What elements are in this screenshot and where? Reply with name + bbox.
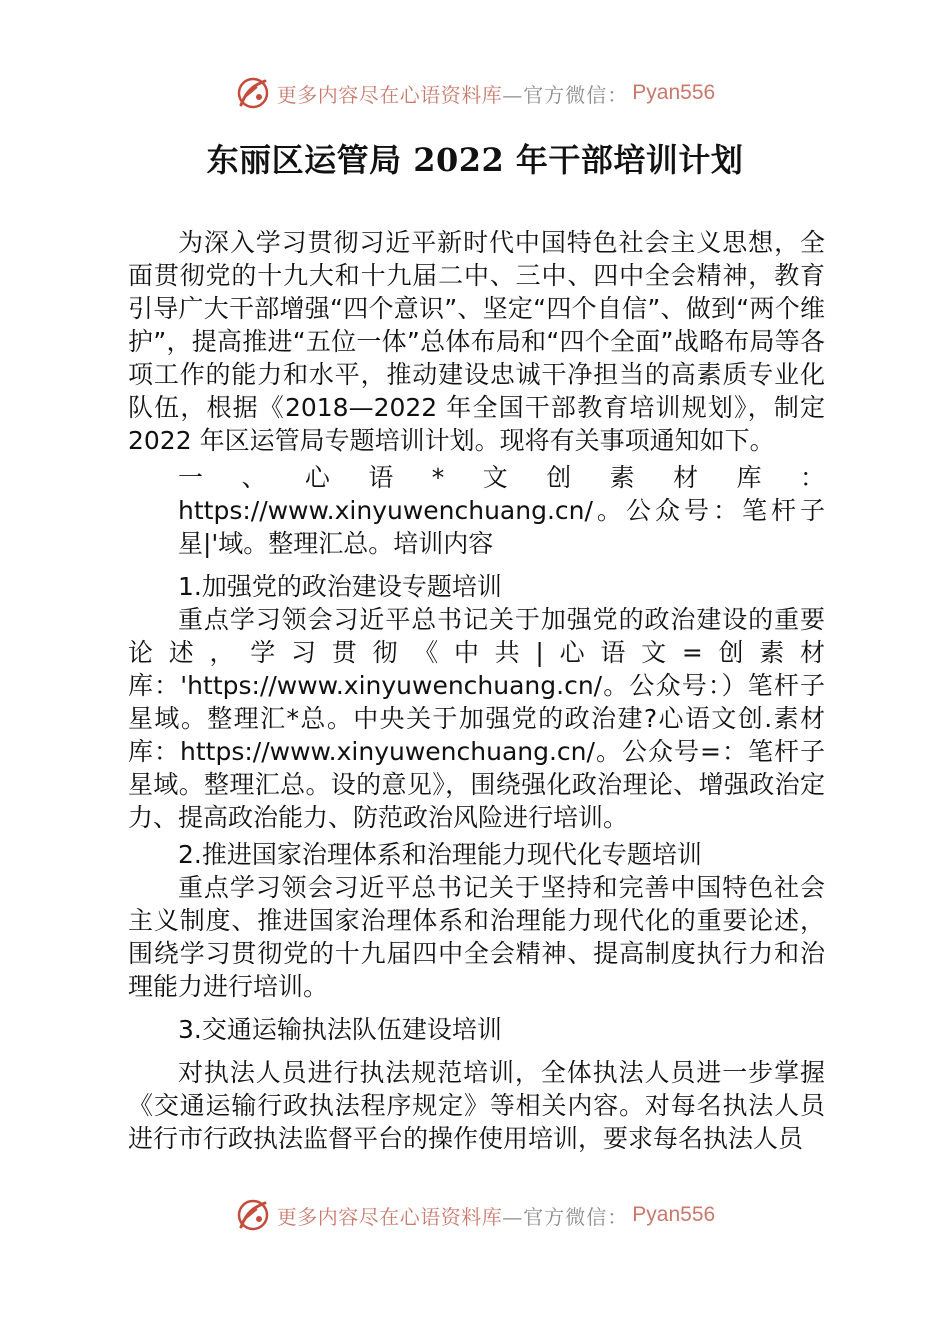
banner-text: 更多内容尽在心语资料库 (276, 82, 503, 107)
section-1-heading: 一、心语*文创素材库：https://www.xinyuwenchuang.cn/。公众号：笔杆子星|'域。整理汇总。培训内容 (178, 463, 825, 558)
item-1-heading: 1.加强党的政治建设专题培训 (178, 572, 502, 601)
brand-logo-icon (235, 1197, 271, 1233)
footer-banner (0, 1195, 950, 1235)
intro-paragraph: 为深入学习贯彻习近平新时代中国特色社会主义思想，全面贯彻党的十九大和十九届二中、三中、四中全会精神，教育引导广大干部增强“四个意识”、坚定“四个自信”、做到“两个维护”，提高推进“五位一体”总体布局和“四个全面”战略布局等各项工作的能力和水平，推动建设忠诚干净担当的高素质专业化队伍，根据《2018—2022 年全国干部教育培训规划》，制定 2022 年区运管局专题培训计划。现将有关事项通知如下。 (128, 228, 825, 455)
item-1-body: 重点学习领会习近平总书记关于加强党的政治建设的重要论述，学习贯彻《中共|心语文=创素材库：'https://www.xinyuwenchuang.cn/。公众号：）笔杆子星域。整理汇*总。中央关于加强党的政治建?心语文创.素材库：https://www.xinyuwenchuang.cn/。公众号=：笔杆子星域。整理汇总。设的意见》，围绕强化政治理论、增强政治定力、提高政治能力、防范政治风险进行培训。 (128, 605, 825, 832)
banner-wechat-id: Pyan556 (632, 1203, 716, 1226)
item-2-heading: 2.推进国家治理体系和治理能力现代化专题培训 (178, 840, 702, 869)
item-2-body: 重点学习领会习近平总书记关于坚持和完善中国特色社会 主义制度、推进国家治理体系和治理能力现代化的重要论述， 围绕学习贯彻党的十九届四中全会精神、提高制度执行力和治理能力进行培训。 (128, 873, 825, 1001)
item-3-heading: 3.交通运输执法队伍建设培训 (178, 1015, 502, 1044)
document-title: 东丽区运管局 2022 年干部培训计划 (206, 141, 744, 179)
item-3-body: 对执法人员进行执法规范培训，全体执法人员进一步掌握《交通运输行政执法程序规定》等相关内容。对每名执法人员进行市行政执法监督平台的操作使用培训，要求每名执法人员 (128, 1058, 825, 1153)
banner-wechat-label: —官方微信： (502, 1204, 629, 1229)
banner-text: 更多内容尽在心语资料库 (276, 1204, 503, 1229)
banner-wechat-id: Pyan556 (632, 81, 716, 104)
header-banner (0, 73, 950, 113)
banner-wechat-label: —官方微信： (502, 82, 629, 107)
brand-logo-icon (235, 75, 271, 111)
document-body (128, 226, 825, 1155)
